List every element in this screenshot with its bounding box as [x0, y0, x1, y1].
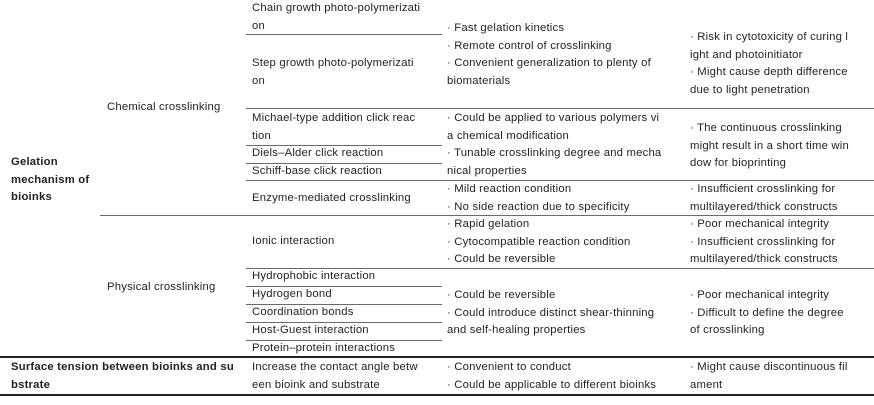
advantage-line: · Remote control of crosslinking — [447, 39, 612, 52]
advantage-line: · Could introduce distinct shear-thinning — [447, 306, 655, 319]
advantages-enzyme — [447, 181, 630, 216]
chemical-crosslinking-label: Chemical crosslinking — [107, 101, 221, 113]
method-line: een bioink and substrate — [252, 378, 380, 391]
advantage-line: · Could be reversible — [447, 253, 556, 265]
divider — [100, 215, 874, 216]
advantage-line: nical properties — [447, 164, 527, 177]
disadvantages-enzyme — [690, 181, 838, 216]
advantage-line: · No side reaction due to specificity — [447, 200, 630, 213]
disadvantage-line: might result in a short time win — [690, 139, 849, 152]
divider — [246, 34, 442, 35]
disadvantage-line: · Poor mechanical integrity — [690, 289, 830, 301]
divider — [246, 145, 442, 146]
advantage-line: · Cytocompatible reaction condition — [447, 235, 631, 248]
disadvantage-line: · Risk in cytotoxicity of curing l — [690, 31, 849, 43]
gelation-row-header — [11, 154, 89, 207]
advantage-line: a chemical modification — [447, 129, 570, 142]
disadvantage-line: due to light penetration — [690, 83, 810, 96]
surface-header-line: Surface tension between bioinks and su — [11, 361, 234, 373]
divider — [246, 322, 442, 323]
gelation-header-line: Gelation — [11, 156, 58, 168]
advantage-line: · Could be reversible — [447, 289, 556, 301]
disadvantages-click — [690, 120, 849, 173]
advantage-line: · Convenient to conduct — [447, 361, 571, 373]
method-protein: Protein–protein interactions — [252, 342, 396, 354]
disadvantage-line: dow for bioprinting — [690, 157, 787, 169]
gelation-header-line: mechanism of — [11, 173, 90, 186]
method-line: Chain growth photo-polymerizati — [252, 2, 421, 14]
advantages-physical-other — [447, 287, 654, 340]
disadvantage-line: · Poor mechanical integrity — [690, 218, 830, 230]
disadvantage-line: · Might cause discontinuous fil — [690, 361, 848, 373]
surface-tension-row-header — [11, 359, 234, 394]
method-schiff-base: Schiff-base click reaction — [252, 165, 382, 177]
method-chain-growth — [252, 0, 420, 35]
method-line: tion — [252, 129, 272, 142]
advantages-surface — [447, 359, 656, 394]
disadvantage-line: · Insufficient crosslinking for — [690, 235, 836, 248]
surface-header-line: bstrate — [11, 378, 51, 391]
advantage-line: · Mild reaction condition — [447, 183, 572, 195]
advantage-line: · Could be applicable to different bioinks — [447, 378, 657, 391]
divider — [246, 340, 442, 341]
method-line: Michael-type addition click reac — [252, 112, 416, 124]
advantage-line: · Tunable crosslinking degree and mecha — [447, 147, 662, 159]
disadvantage-line: multilayered/thick constructs — [690, 200, 838, 213]
method-line: on — [252, 19, 265, 32]
method-line: Step growth photo-polymerizati — [252, 57, 414, 69]
advantage-line: · Fast gelation kinetics — [447, 22, 565, 34]
table-bottom-border — [0, 394, 874, 396]
divider — [246, 108, 874, 109]
divider — [246, 163, 442, 164]
disadvantage-line: of crosslinking — [690, 324, 765, 336]
advantage-line: · Rapid gelation — [447, 218, 530, 230]
disadvantages-ionic — [690, 216, 838, 269]
advantages-photo — [447, 20, 651, 90]
advantage-line: · Convenient generalization to plenty of — [447, 57, 651, 69]
method-ionic: Ionic interaction — [252, 235, 335, 247]
method-line: on — [252, 74, 265, 87]
disadvantage-line: ight and photoinitiator — [690, 48, 803, 61]
disadvantage-line: · Insufficient crosslinking for — [690, 183, 836, 195]
disadvantages-surface — [690, 359, 848, 394]
method-diels-alder: Diels–Alder click reaction — [252, 147, 384, 159]
disadvantage-line: · Difficult to define the degree — [690, 306, 844, 319]
method-michael — [252, 110, 415, 145]
method-hydrophobic: Hydrophobic interaction — [252, 270, 376, 282]
section-divider — [0, 356, 874, 358]
disadvantage-line: · The continuous crosslinking — [690, 122, 842, 134]
method-coordination: Coordination bonds — [252, 306, 354, 318]
disadvantage-line: · Might cause depth difference — [690, 66, 848, 78]
disadvantages-photo — [690, 29, 848, 99]
divider — [246, 180, 874, 181]
divider — [246, 268, 874, 269]
disadvantages-physical-other — [690, 287, 844, 340]
disadvantage-line: multilayered/thick constructs — [690, 253, 838, 265]
advantage-line: · Could be applied to various polymers vi — [447, 112, 660, 124]
physical-crosslinking-label: Physical crosslinking — [107, 281, 216, 293]
divider — [246, 304, 442, 305]
method-step-growth — [252, 55, 414, 90]
advantages-ionic — [447, 216, 630, 269]
disadvantage-line: ament — [690, 378, 723, 391]
advantage-line: biomaterials — [447, 74, 511, 87]
method-host-guest: Host-Guest interaction — [252, 324, 369, 336]
advantages-click — [447, 110, 661, 180]
gelation-header-line: bioinks — [11, 191, 52, 203]
method-enzyme: Enzyme-mediated crosslinking — [252, 192, 411, 204]
method-hydrogen-bond: Hydrogen bond — [252, 288, 332, 300]
advantage-line: and self-healing properties — [447, 324, 586, 336]
method-line: Increase the contact angle betw — [252, 361, 418, 373]
divider — [246, 286, 442, 287]
method-contact-angle — [252, 359, 418, 394]
